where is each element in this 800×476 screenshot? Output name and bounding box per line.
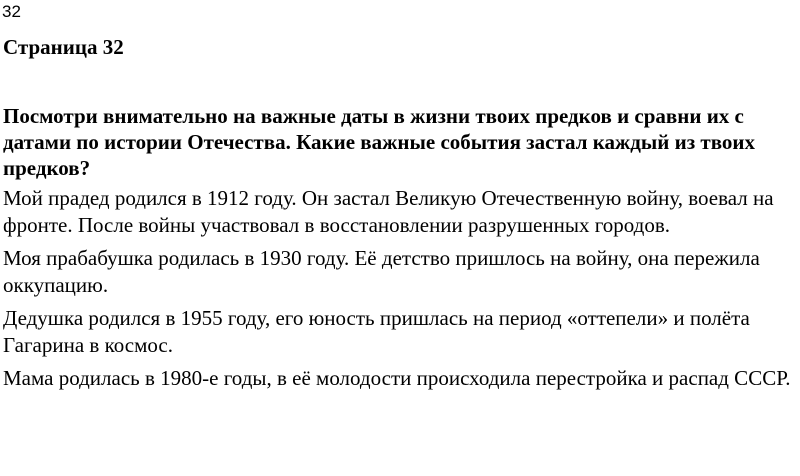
answer-paragraph-mother: Мама родилась в 1980-е годы, в её молодости происходила перестройка и распад СССР. xyxy=(3,366,791,390)
page-heading: Страница 32 xyxy=(3,35,124,59)
answer-paragraph-grandfather: Дедушка родился в 1955 году, его юность пришлась на период «оттепели» и полёта Гагарина в космос. xyxy=(3,306,750,357)
document-content xyxy=(3,33,798,392)
answer-paragraph-great-grandmother: Моя прабабушка родилась в 1930 году. Её детство пришлось на войну, она пережила оккупацию. xyxy=(3,246,760,297)
answer-paragraph-great-grandfather: Мой прадед родился в 1912 году. Он застал Великую Отечественную войну, воевал на фронте. После войны участвовал в восстановлении разрушенных городов. xyxy=(3,186,774,237)
question-text: Посмотри внимательно на важные даты в жизни твоих предков и сравни их с датами по истории Отечества. Какие важные события застал каждый из твоих предков? xyxy=(3,104,756,180)
page-number: 32 xyxy=(2,2,21,21)
